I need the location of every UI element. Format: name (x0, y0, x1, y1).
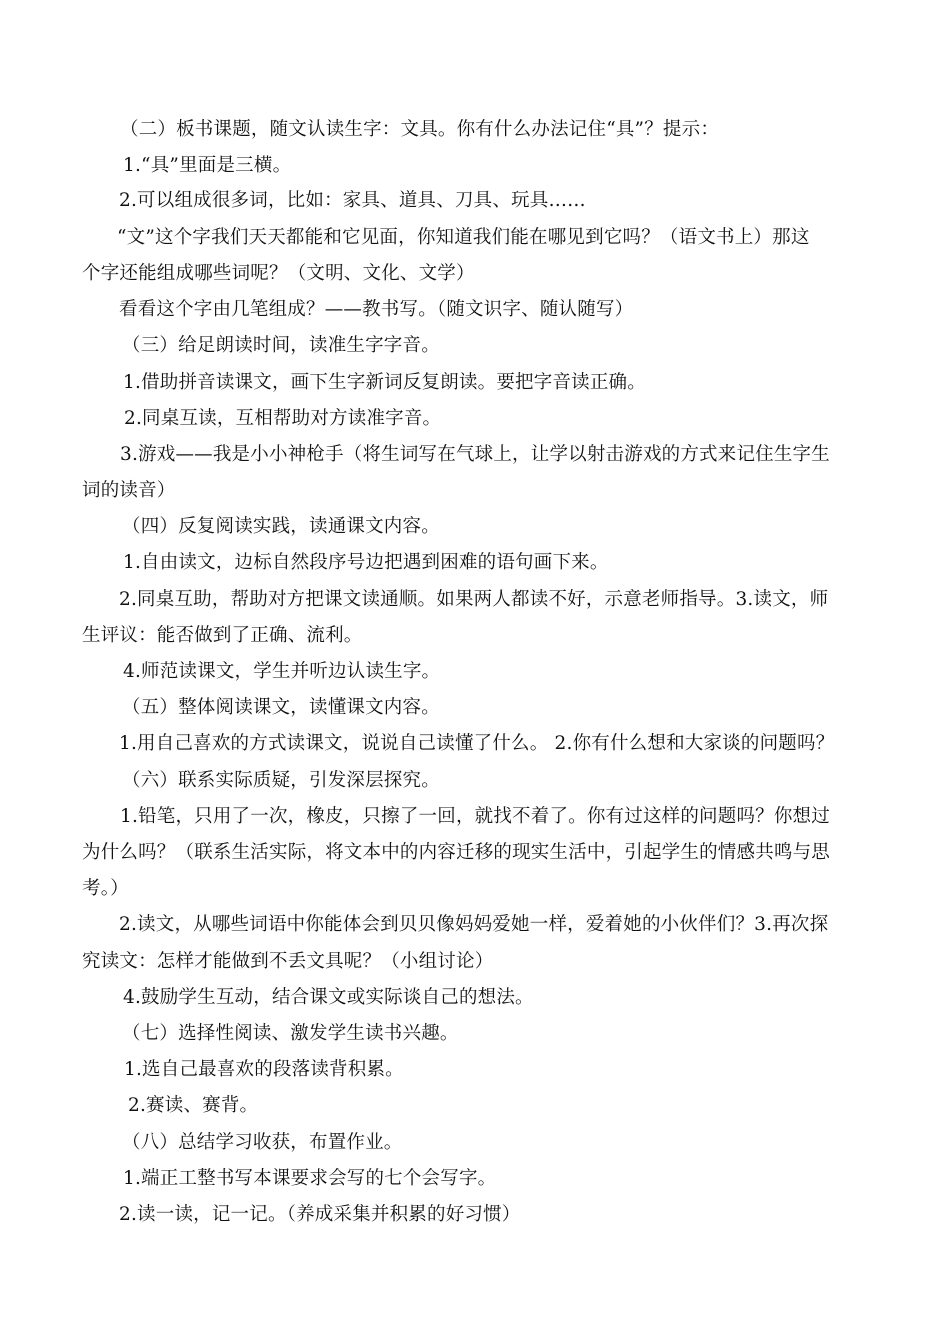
text-line: 考。） (82, 878, 129, 899)
text-line: 1.“具”里面是三横。 (123, 155, 292, 176)
text-line: 1.铅笔，只用了一次，橡皮，只擦了一回，就找不着了。你有过这样的问题吗？你想过 (120, 806, 830, 827)
text-line: （二）板书课题，随文认读生字：文具。你有什么办法记住“具”？提示： (120, 119, 720, 140)
text-line: 2.读文，从哪些词语中你能体会到贝贝像妈妈爱她一样，爱着她的小伙伴们？3.再次探 (119, 914, 829, 935)
text-line: 1.借助拼音读课文，画下生字新词反复朗读。要把字音读正确。 (123, 372, 646, 393)
text-line: 1.自由读文，边标自然段序号边把遇到困难的语句画下来。 (123, 552, 609, 573)
text-line: 4.鼓励学生互动，结合课文或实际谈自己的想法。 (123, 987, 534, 1008)
text-line: （七）选择性阅读、激发学生读书兴趣。 (122, 1023, 459, 1044)
text-line: 看看这个字由几笔组成？——教书写。（随文识字、随认随写） (119, 299, 634, 320)
text-line: 2.读一读，记一记。（养成采集并积累的好习惯） (119, 1204, 521, 1225)
text-line: 1.用自己喜欢的方式读课文，说说自己读懂了什么。 2.你有什么想和大家谈的问题吗？ (119, 733, 835, 754)
text-line: 为什么吗？（联系生活实际，将文本中的内容迁移的现实生活中，引起学生的情感共鸣与思 (82, 842, 831, 863)
text-line: （三）给足朗读时间，读准生字字音。 (122, 335, 440, 356)
text-line: 生评议：能否做到了正确、流利。 (82, 625, 363, 646)
text-line: 1.端正工整书写本课要求会写的七个会写字。 (123, 1168, 497, 1189)
text-line: （六）联系实际质疑，引发深层探究。 (122, 770, 440, 791)
text-line: 3.游戏——我是小小神枪手（将生词写在气球上，让学以射击游戏的方式来记住生字生 (120, 444, 830, 465)
text-line: “文”这个字我们天天都能和它见面，你知道我们能在哪见到它吗？（语文书上）那这 (117, 227, 810, 248)
text-line: 1.选自己最喜欢的段落读背积累。 (124, 1059, 404, 1080)
text-line: 2.同桌互读，互相帮助对方读准字音。 (124, 408, 442, 429)
text-line: （四）反复阅读实践，读通课文内容。 (122, 516, 440, 537)
text-line: 2.可以组成很多词，比如：家具、道具、刀具、玩具…… (119, 190, 586, 211)
text-line: （五）整体阅读课文，读懂课文内容。 (122, 697, 440, 718)
text-line: 4.师范读课文，学生并听边认读生字。 (123, 661, 441, 682)
text-line: 究读文：怎样才能做到不丢文具呢？（小组讨论） (82, 951, 494, 972)
text-line: 个字还能组成哪些词呢？（文明、文化、文学） (82, 263, 475, 284)
text-line: （八）总结学习收获，布置作业。 (122, 1132, 403, 1153)
text-line: 2.赛读、赛背。 (128, 1095, 259, 1116)
text-line: 词的读音） (82, 480, 176, 501)
text-line: 2.同桌互助，帮助对方把课文读通顺。如果两人都读不好，示意老师指导。3.读文，师 (119, 589, 829, 610)
